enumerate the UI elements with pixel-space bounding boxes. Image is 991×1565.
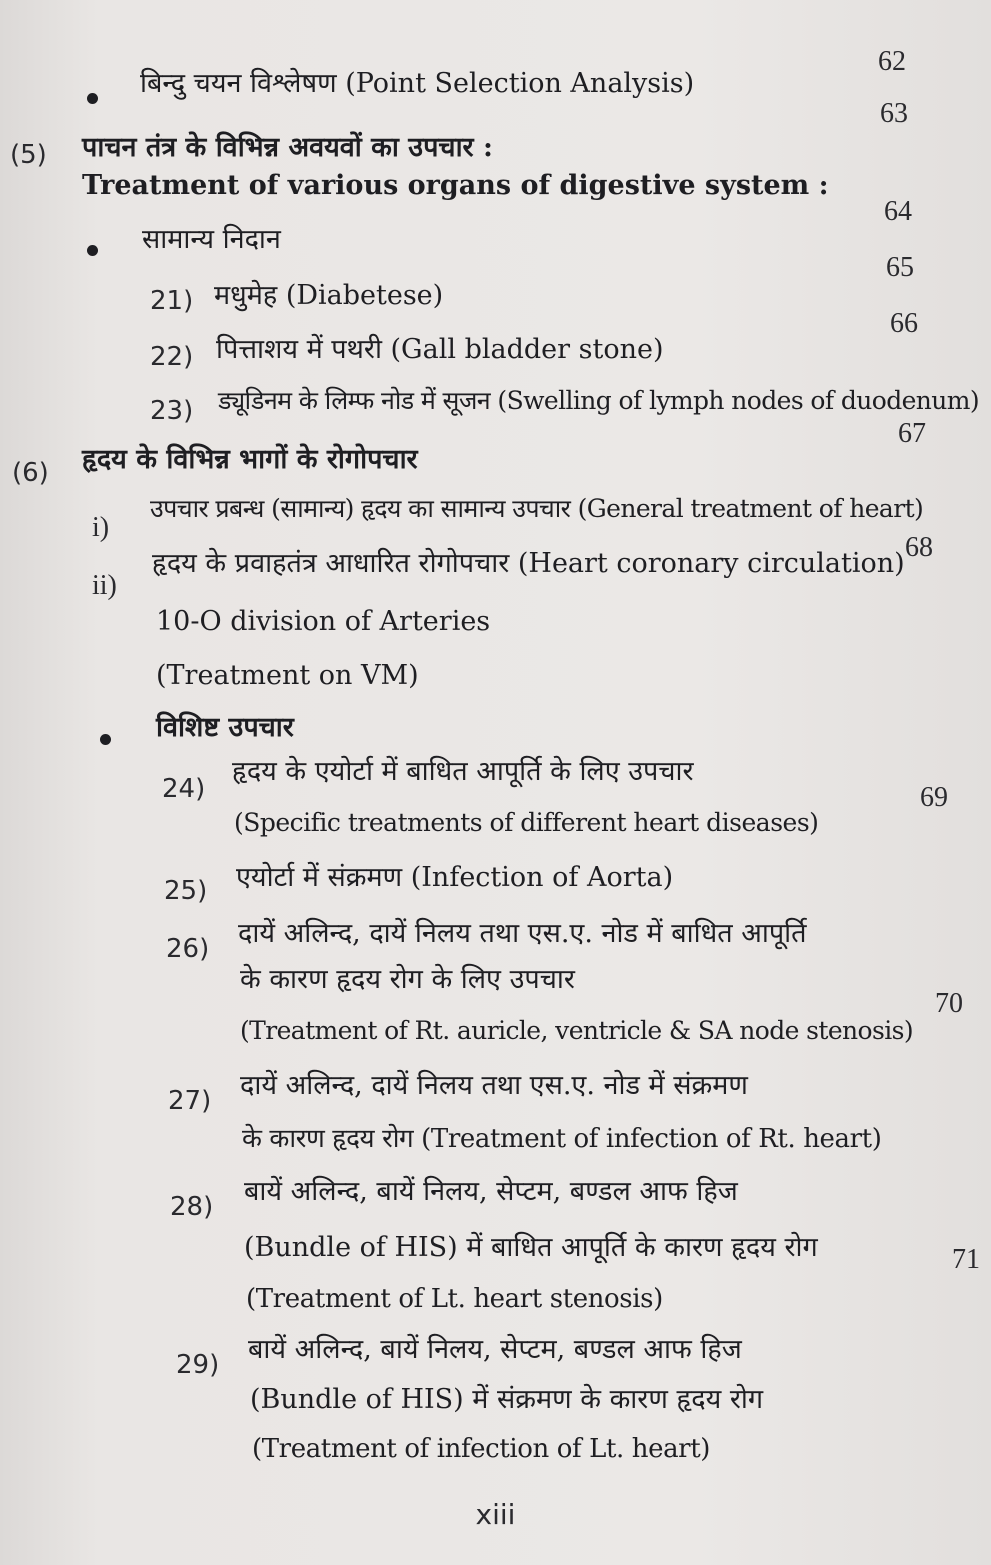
page-number: 67	[898, 418, 926, 449]
page-number: 65	[886, 252, 914, 283]
page-number: 64	[884, 196, 912, 227]
item-number: 24)	[162, 774, 206, 804]
page-number: 62	[878, 46, 906, 77]
item-text: दायें अलिन्द, दायें निलय तथा एस.ए. नोड में संक्रमण	[240, 1070, 748, 1101]
page-number: 66	[890, 308, 918, 339]
item-text: के कारण हृदय रोग के लिए उपचार	[240, 964, 575, 995]
item-text: (Specific treatments of different heart diseases)	[234, 808, 819, 837]
page-number: 71	[952, 1244, 980, 1275]
item-text: के कारण हृदय रोग (Treatment of infection of Rt. heart)	[242, 1124, 882, 1154]
page-number: 68	[905, 532, 933, 563]
item-number: 21)	[150, 286, 194, 316]
item-number: 29)	[176, 1350, 220, 1380]
subheading: सामान्य निदान	[142, 224, 281, 255]
page-footer-label: xiii	[475, 1498, 516, 1531]
item-text: 10-O division of Arteries	[156, 606, 491, 637]
item-text: पित्ताशय में पथरी (Gall bladder stone)	[216, 334, 664, 365]
item-text: (Treatment of Lt. heart stenosis)	[246, 1284, 663, 1314]
page-number: 63	[880, 98, 908, 129]
section-title-hindi: पाचन तंत्र के विभिन्न अवयवों का उपचार :	[82, 132, 493, 163]
item-text: एयोर्टा में संक्रमण (Infection of Aorta)	[236, 862, 674, 893]
item-text: हृदय के प्रवाहतंत्र आधारित रोगोपचार (Heart coronary circulation)	[152, 548, 905, 579]
item-text: मधुमेह (Diabetese)	[214, 280, 444, 311]
item-number: 23)	[150, 396, 194, 426]
item-text: (Bundle of HIS) में बाधित आपूर्ति के कारण हृदय रोग	[244, 1232, 818, 1263]
section-title: हृदय के विभिन्न भागों के रोगोपचार	[82, 444, 418, 475]
item-number: ii)	[92, 570, 117, 601]
item-text: बायें अलिन्द, बायें निलय, सेप्टम, बण्डल आफ हिज	[244, 1176, 738, 1207]
item-text: दायें अलिन्द, दायें निलय तथा एस.ए. नोड में बाधित आपूर्ति	[238, 918, 807, 949]
page-number: 70	[935, 988, 963, 1019]
bullet-icon	[87, 93, 98, 104]
item-text: उपचार प्रबन्ध (सामान्य) हृदय का सामान्य उपचार (General treatment of heart)	[150, 494, 924, 523]
item-text: (Bundle of HIS) में संक्रमण के कारण हृदय रोग	[250, 1384, 764, 1415]
bullet-icon	[87, 245, 98, 256]
subheading: विशिष्ट उपचार	[156, 712, 294, 743]
section-title-english: Treatment of various organs of digestive system :	[82, 170, 829, 201]
item-number: i)	[92, 512, 110, 543]
item-text: बायें अलिन्द, बायें निलय, सेप्टम, बण्डल आफ हिज	[248, 1334, 742, 1365]
item-number: 26)	[166, 934, 210, 964]
entry-point-selection: बिन्दु चयन विश्लेषण (Point Selection Analysis)	[140, 68, 695, 99]
item-number: 28)	[170, 1192, 214, 1222]
page-number: 69	[920, 782, 948, 813]
item-number: 27)	[168, 1086, 212, 1116]
item-text: (Treatment on VM)	[156, 660, 419, 691]
item-number: 25)	[164, 876, 208, 906]
item-number: 22)	[150, 342, 194, 372]
bullet-icon	[100, 734, 111, 745]
item-text: (Treatment of Rt. auricle, ventricle & SA node stenosis)	[240, 1016, 913, 1045]
section-marker: (6)	[12, 458, 49, 488]
item-text: ड्यूडिनम के लिम्फ नोड में सूजन (Swelling of lymph nodes of duodenum)	[218, 386, 980, 415]
item-text: (Treatment of infection of Lt. heart)	[252, 1434, 710, 1464]
item-text: हृदय के एयोर्टा में बाधित आपूर्ति के लिए उपचार	[232, 756, 694, 787]
section-marker: (5)	[10, 140, 47, 170]
